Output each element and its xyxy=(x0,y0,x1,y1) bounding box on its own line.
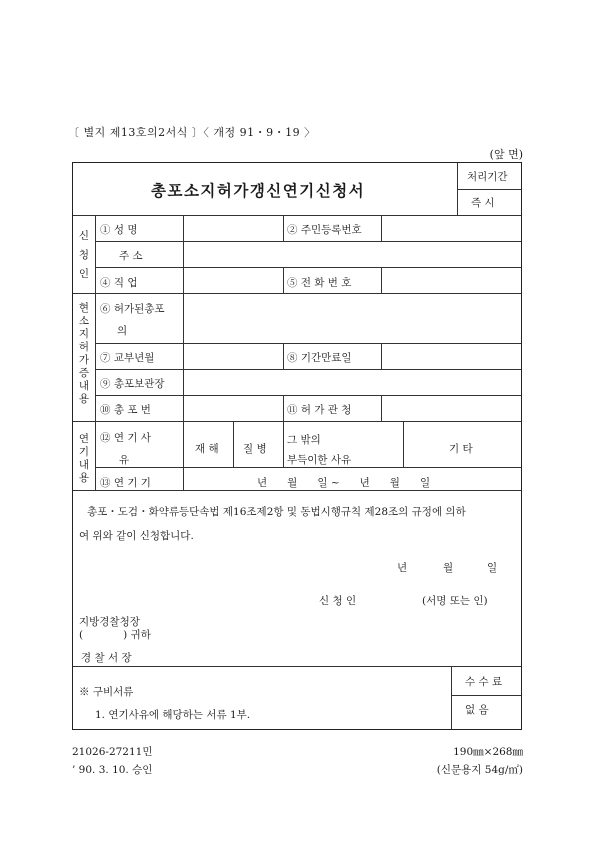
approval-date: ’ 90. 3. 10. 승인 xyxy=(72,764,153,776)
issue-date-field[interactable] xyxy=(185,345,281,367)
job-label: ④ 직 업 xyxy=(100,277,138,289)
fee-value: 없 음 xyxy=(465,704,489,716)
signature-field[interactable]: (서명 또는 인) xyxy=(422,595,488,607)
phone-field[interactable] xyxy=(383,269,519,291)
license-content-section-label: 현 소 지 허 가 증 내 용 xyxy=(78,302,90,405)
job-field[interactable] xyxy=(185,269,281,291)
application-form: 총포소지허가갱신연기신청서 처리기간 즉 시 신 청 인 ① 성 명 ② 주민등록번호 주 소 ④ 직 업 ⑤ 전 화 번 호 현 소 지 허 가 증 내 용 ⑥ 허가된총포 의 ⑦ 교부년월 ⑧ 기간만료일 ⑨ 총포보관장 ⑩ 총 포 번 ⑪ 허 가 관 청 연 기 내 용 ⑫ 연 기 사 유 재 해 질 병 그 밖의 부득이한 사유 기 타 ⑬ 연 기 기 년 월 일 ~ 년 월 일 총포・도검・화약류등단속법 제16조제2항 및 동법시행규칙 제28조의 규정에 의하 여 위와 같이 신청합니다. 년 월 일 신 청 인 (서명 또는 인) 지방경찰청장 ( ) 귀하 경 찰 서 장 ※ 구비서류 1. 연기사유에 해당하는 서류 1부. 수 수 료 없 음 xyxy=(72,162,522,730)
issue-date-label: ⑦ 교부년월 xyxy=(100,352,155,364)
rrn-field[interactable] xyxy=(383,217,519,239)
form-title: 총포소지허가갱신연기신청서 xyxy=(151,182,366,200)
processing-period-label: 처리기간 xyxy=(467,171,508,183)
applicant-sign-label: 신 청 인 xyxy=(319,595,357,607)
authority-field[interactable] xyxy=(383,397,519,419)
period-label: ⑬ 연 기 기 xyxy=(100,477,151,489)
reason-option-etc[interactable]: 기 타 xyxy=(449,443,473,455)
declaration-line2: 여 위와 같이 신청합니다. xyxy=(79,530,194,542)
storage-label: ⑨ 총포보관장 xyxy=(100,378,165,390)
gun-type-label-cont: 의 xyxy=(117,325,128,337)
name-label: ① 성 명 xyxy=(100,224,138,236)
recipient-line2: ( ) 귀하 xyxy=(79,629,151,641)
phone-label: ⑤ 전 화 번 호 xyxy=(287,277,352,289)
expiry-date-field[interactable] xyxy=(383,345,519,367)
authority-label: ⑪ 허 가 관 청 xyxy=(287,404,352,416)
storage-field[interactable] xyxy=(185,371,519,393)
required-docs-item: 1. 연기사유에 해당하는 서류 1부. xyxy=(95,709,251,721)
rrn-label: ② 주민등록번호 xyxy=(287,224,362,236)
processing-period-value: 즉 시 xyxy=(471,197,495,209)
postpone-section-label: 연 기 내 용 xyxy=(78,433,90,484)
gun-type-label: ⑥ 허가된총포 xyxy=(100,303,165,315)
paper-spec: (신문용지 54g/㎡) xyxy=(436,764,523,776)
gun-number-field[interactable] xyxy=(185,397,281,419)
name-field[interactable] xyxy=(185,217,281,239)
form-code: 21026-27211민 xyxy=(72,746,153,758)
reason-option-illness[interactable]: 질 병 xyxy=(243,443,267,455)
address-label: 주 소 xyxy=(119,250,143,262)
reason-option-disaster[interactable]: 재 해 xyxy=(195,443,219,455)
reason-option-unavoidable[interactable]: 그 밖의 부득이한 사유 xyxy=(287,434,352,466)
reason-label: ⑫ 연 기 사 xyxy=(100,432,151,444)
address-field[interactable] xyxy=(185,243,519,265)
expiry-date-label: ⑧ 기간만료일 xyxy=(287,352,352,364)
required-docs-heading: ※ 구비서류 xyxy=(79,686,134,698)
recipient-line3: 경 찰 서 장 xyxy=(81,652,132,664)
period-field[interactable]: 년 월 일 ~ 년 월 일 xyxy=(257,477,431,489)
declaration-line1: 총포・도검・화약류등단속법 제16조제2항 및 동법시행규칙 제28조의 규정에 의하 xyxy=(87,506,466,518)
page-side-label: (앞 면) xyxy=(489,148,523,161)
fee-label: 수 수 료 xyxy=(465,676,503,688)
paper-size: 190㎜×268㎜ xyxy=(453,746,523,758)
gun-type-field[interactable] xyxy=(185,295,519,341)
form-reference: 〔 별지 제13호의2서식 〕〈 개정 91・9・19 〉 xyxy=(68,126,316,139)
applicant-section-label: 신 청 인 xyxy=(78,230,90,280)
gun-number-label: ⑩ 총 포 번 xyxy=(100,404,151,416)
recipient-line1: 지방경찰청장 xyxy=(79,616,140,628)
reason-label-cont: 유 xyxy=(119,454,130,466)
